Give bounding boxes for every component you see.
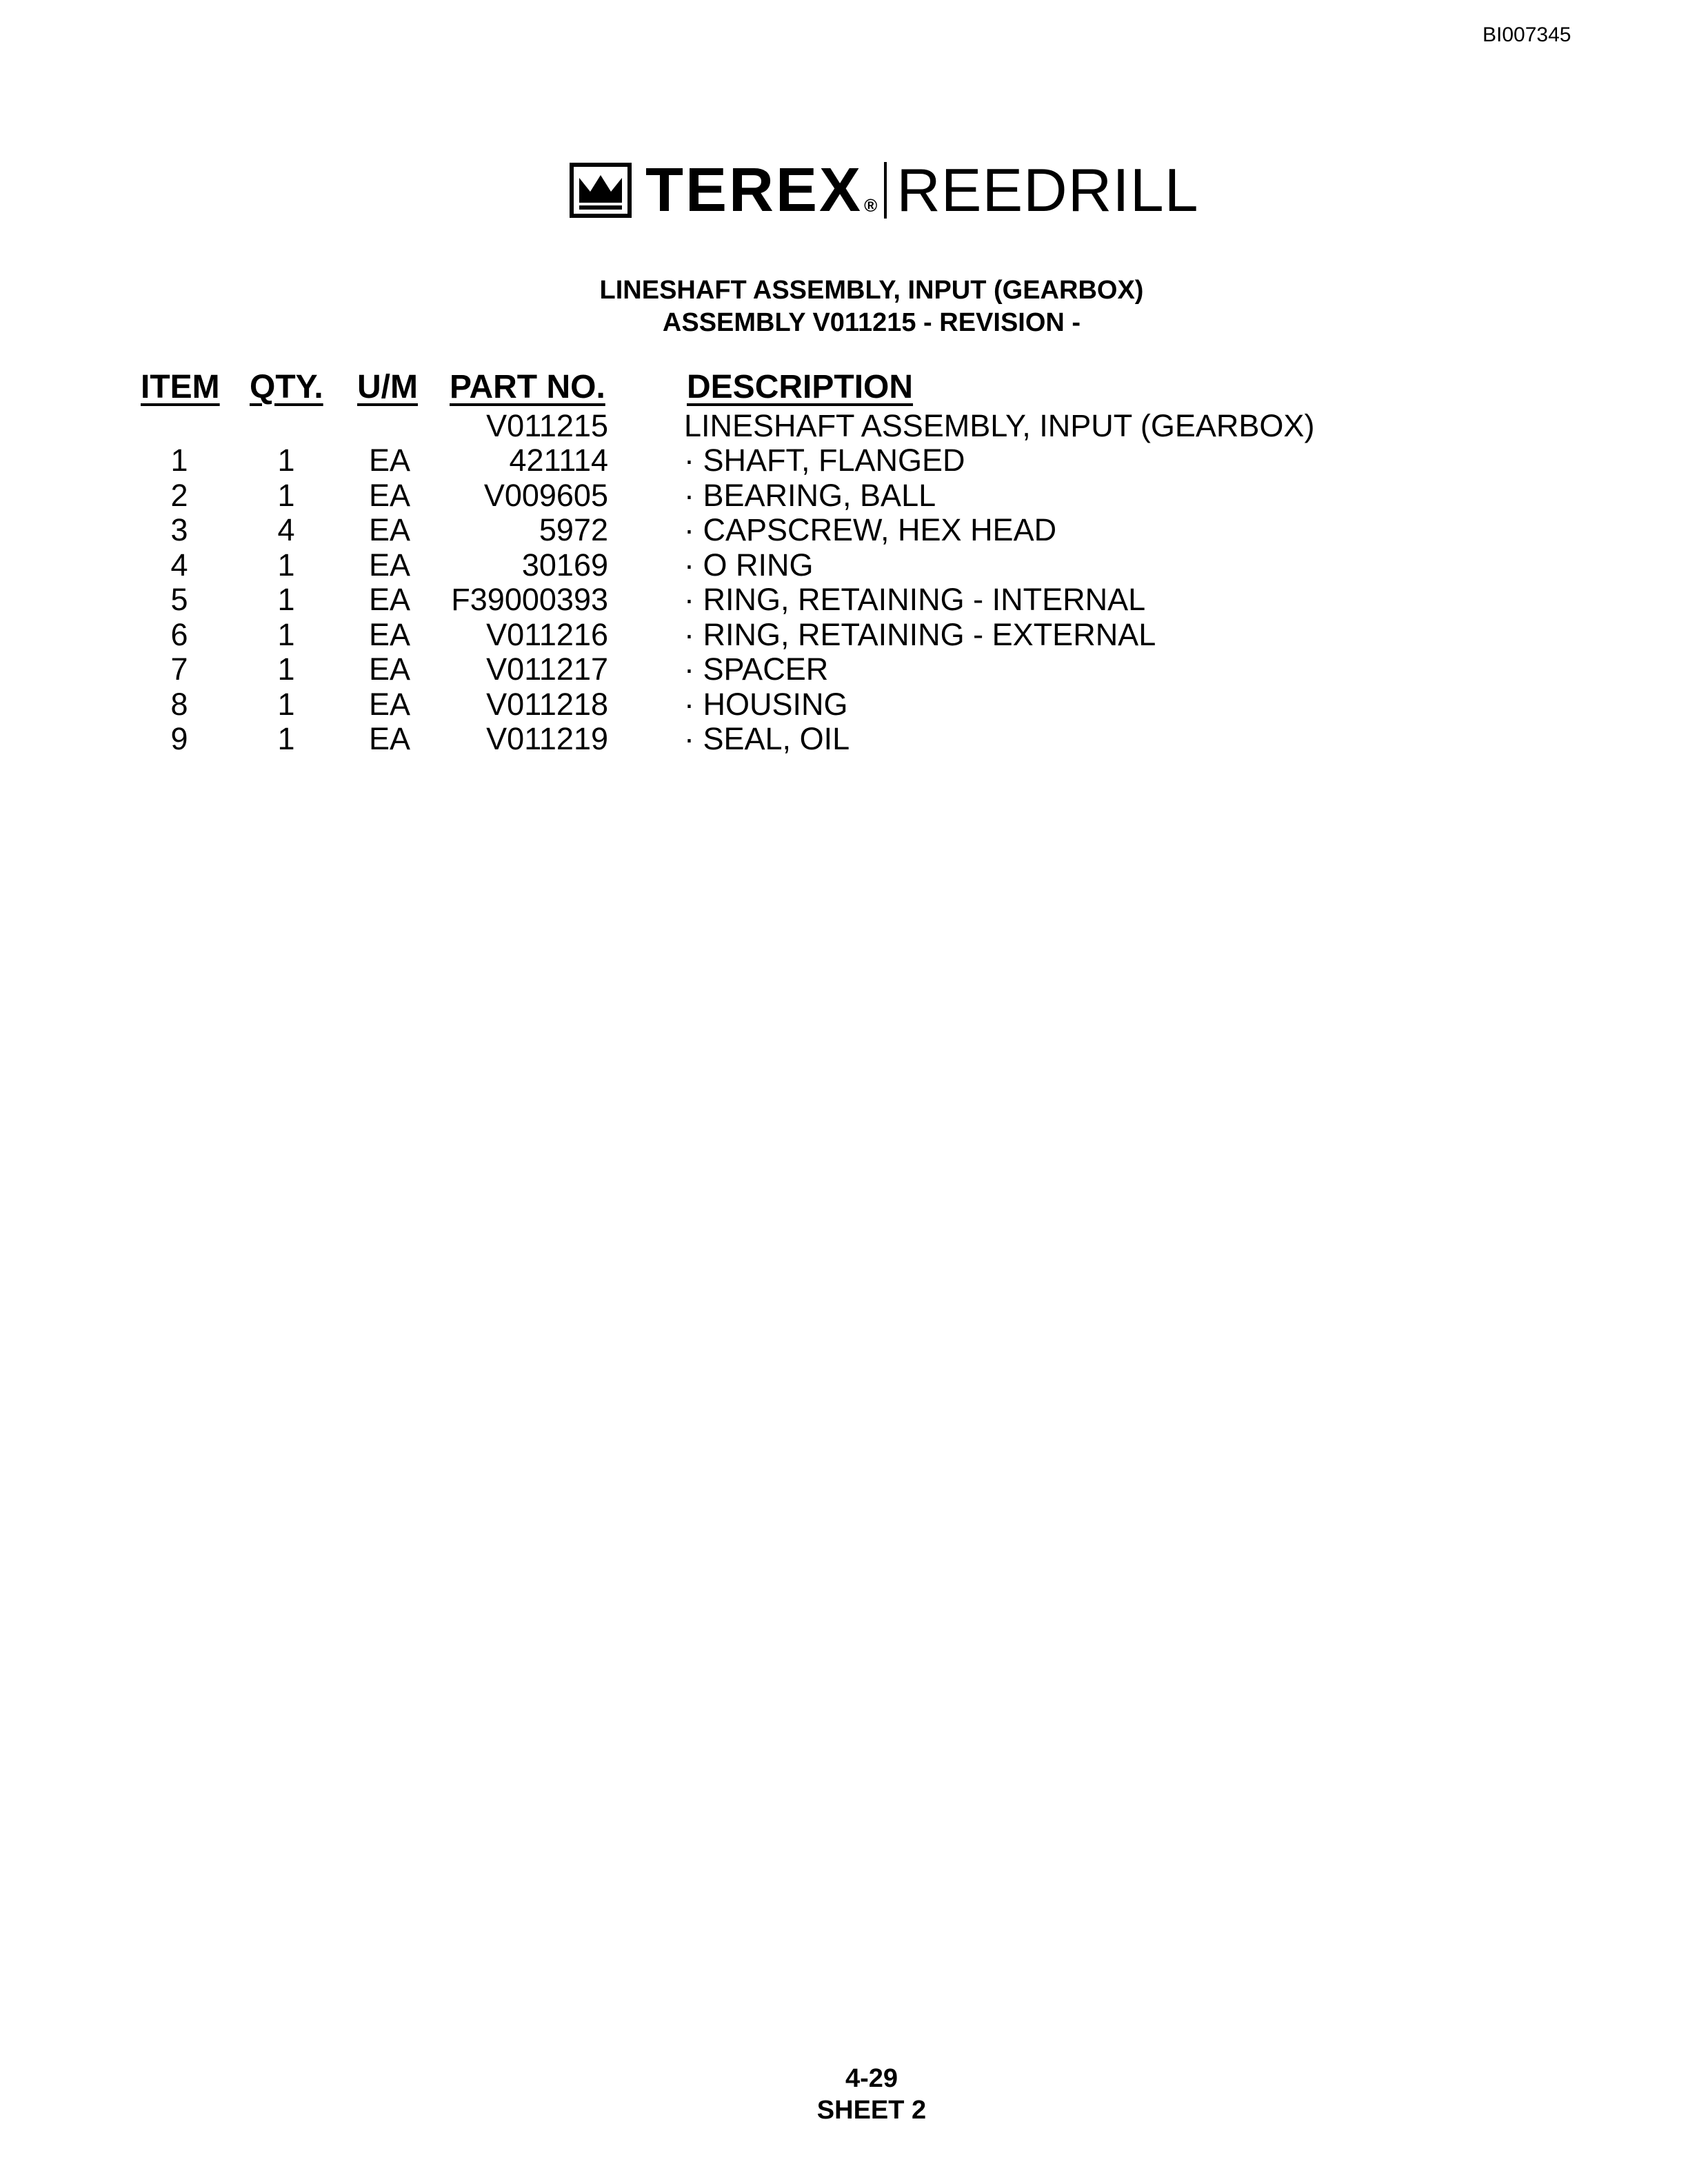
um-cell: EA — [368, 582, 411, 617]
part-no-cell: V011217 — [486, 651, 608, 687]
description-cell: · BEARING, BALL — [684, 478, 936, 513]
qty-cell: 4 — [277, 512, 295, 547]
description-cell: LINESHAFT ASSEMBLY, INPUT (GEARBOX) — [684, 408, 1315, 443]
qty-cell: 1 — [277, 582, 295, 617]
qty-cell: 1 — [277, 478, 295, 513]
um-cell: EA — [368, 443, 411, 478]
table-row — [0, 408, 1688, 443]
table-row — [0, 443, 1688, 477]
qty-cell: 1 — [277, 547, 295, 583]
qty-cell: 1 — [277, 617, 295, 652]
part-no-cell: V011216 — [486, 617, 608, 652]
table-row — [0, 512, 1688, 547]
description-cell: · SPACER — [684, 651, 829, 687]
description-cell: · SEAL, OIL — [684, 721, 850, 756]
item-cell: 2 — [170, 478, 188, 513]
table-row — [0, 582, 1688, 616]
um-cell: EA — [368, 651, 411, 687]
registered-mark: ® — [864, 195, 878, 216]
column-header-part-no: PART NO. — [450, 369, 605, 405]
item-cell: 7 — [170, 651, 188, 687]
item-cell: 6 — [170, 617, 188, 652]
table-row — [0, 687, 1688, 721]
um-cell: EA — [368, 478, 411, 513]
part-no-cell: V011215 — [486, 408, 608, 443]
table-row — [0, 617, 1688, 651]
um-cell: EA — [368, 687, 411, 722]
part-no-cell: V011218 — [486, 687, 608, 722]
column-header-item: ITEM — [141, 369, 220, 405]
table-row — [0, 721, 1688, 756]
part-no-cell: 421114 — [509, 443, 608, 478]
logo-reedrill-text: REEDRILL — [896, 156, 1199, 224]
description-cell: · CAPSCREW, HEX HEAD — [684, 512, 1057, 547]
document-id: BI007345 — [1483, 23, 1571, 46]
column-header-um: U/M — [357, 369, 418, 405]
part-no-cell: V009605 — [483, 478, 608, 513]
logo-terex-text: TEREX — [645, 156, 863, 225]
column-header-description: DESCRIPTION — [687, 369, 914, 405]
terex-crown-icon — [570, 163, 632, 218]
column-header-qty: QTY. — [250, 369, 323, 405]
item-cell: 1 — [170, 443, 188, 478]
part-no-cell: 5972 — [539, 512, 608, 547]
part-no-cell: V011219 — [486, 721, 608, 756]
um-cell: EA — [368, 721, 411, 756]
assembly-revision: ASSEMBLY V011215 - REVISION - — [662, 308, 1081, 337]
part-no-cell: 30169 — [521, 547, 608, 583]
description-cell: · RING, RETAINING - INTERNAL — [684, 582, 1146, 617]
description-cell: · SHAFT, FLANGED — [684, 443, 965, 478]
assembly-title: LINESHAFT ASSEMBLY, INPUT (GEARBOX) — [599, 276, 1144, 305]
qty-cell: 1 — [277, 651, 295, 687]
item-cell: 9 — [170, 721, 188, 756]
item-cell: 5 — [170, 582, 188, 617]
description-cell: · RING, RETAINING - EXTERNAL — [684, 617, 1156, 652]
item-cell: 3 — [170, 512, 188, 547]
table-row — [0, 478, 1688, 512]
sheet-label: SHEET 2 — [816, 2096, 927, 2125]
um-cell: EA — [368, 512, 411, 547]
qty-cell: 1 — [277, 443, 295, 478]
um-cell: EA — [368, 547, 411, 583]
logo-divider — [884, 162, 887, 219]
qty-cell: 1 — [277, 721, 295, 756]
description-cell: · O RING — [684, 547, 814, 583]
table-row — [0, 547, 1688, 582]
terex-reedrill-logo — [570, 157, 1199, 223]
part-no-cell: F39000393 — [451, 582, 608, 617]
item-cell: 4 — [170, 547, 188, 583]
um-cell: EA — [368, 617, 411, 652]
page-number: 4-29 — [845, 2064, 898, 2093]
description-cell: · HOUSING — [684, 687, 848, 722]
table-row — [0, 651, 1688, 686]
item-cell: 8 — [170, 687, 188, 722]
qty-cell: 1 — [277, 687, 295, 722]
